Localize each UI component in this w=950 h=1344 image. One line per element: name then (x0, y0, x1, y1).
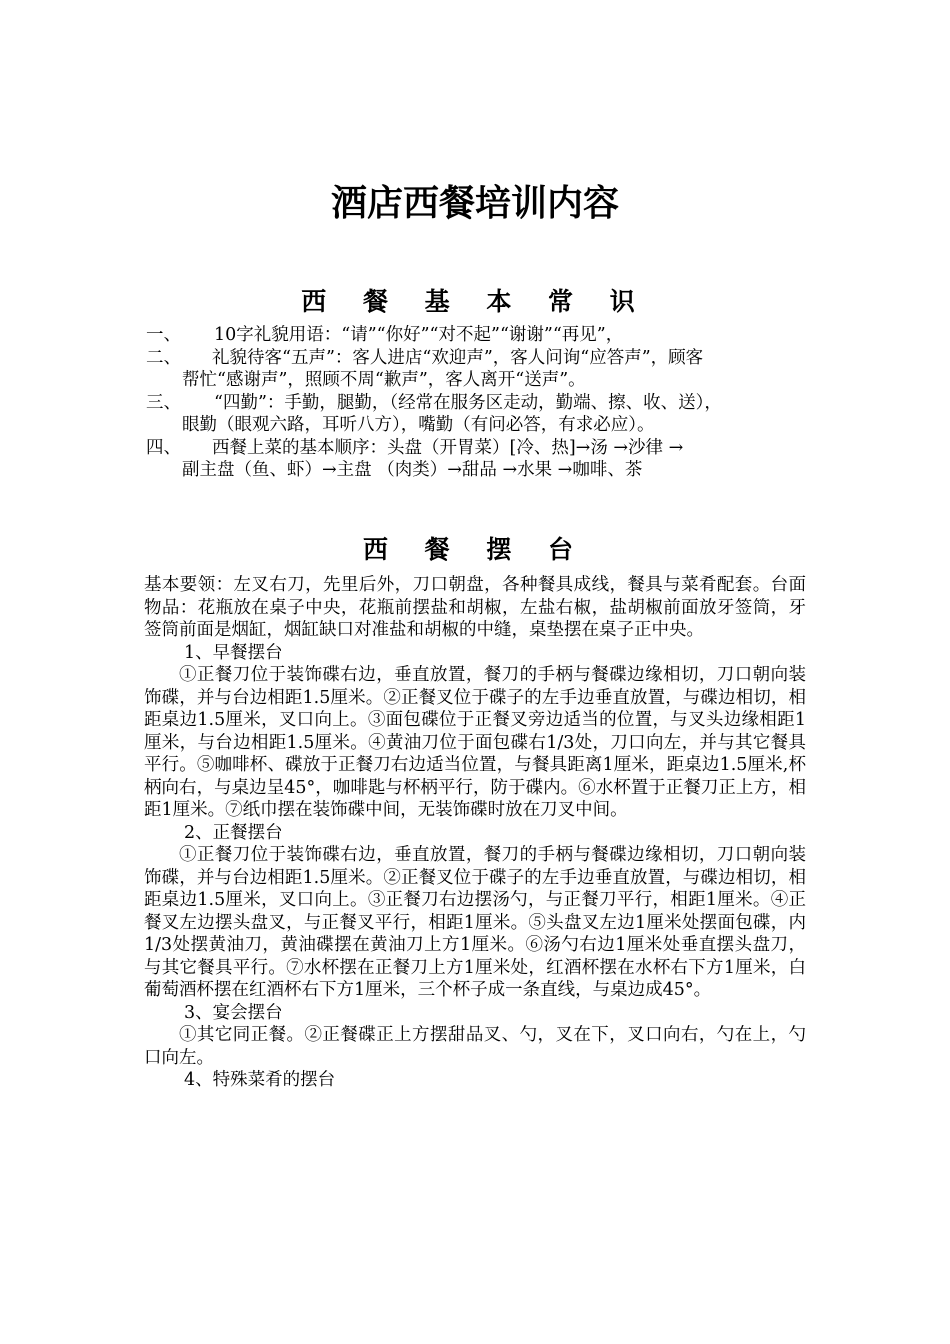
section-heading-table-setting: 西 餐 摆 台 (362, 535, 588, 564)
basic-essentials-paragraph: 基本要领：左叉右刀，先里后外，刀口朝盘，各种餐具成线，餐具与菜肴配套。台面物品：花瓶放在桌子中央，花瓶前摆盐和胡椒，左盐右椒，盐胡椒前面放牙签筒，牙签筒前面是烟缸，烟缸缺口对准盐和胡椒的中缝，桌垫摆在桌子正中央。 (144, 575, 806, 640)
subsection-title-special-dishes: 4、特殊菜肴的摆台 (184, 1070, 336, 1090)
list-line: 眼勤（眼观六路，耳听八方），嘴勤（有问必答，有求必应）。 (182, 415, 655, 435)
list-number: 一、 (146, 325, 181, 345)
list-item (146, 347, 826, 392)
subsection-title-dinner: 2、正餐摆台 (184, 822, 283, 843)
banquet-setting-paragraph: ①其它同正餐。②正餐碟正上方摆甜品叉、勺，叉在下，叉口向右，勺在上，勺口向左。 (144, 1025, 806, 1068)
list-line: 礼貌待客“五声”：客人进店“欢迎声”，客人问询“应答声”，顾客 (212, 347, 704, 368)
document-title: 酒店西餐培训内容 (330, 182, 619, 224)
list-line: 副主盘（鱼、虾）→主盘 （肉类）→甜品 →水果 →咖啡、茶 (182, 460, 643, 480)
list-line: “四勤”：手勤，腿勤，（经常在服务区走动，勤端、擦、收、送）， (214, 392, 722, 413)
list-line: 10字礼貌用语：“请”“你好”“对不起”“谢谢”“再见”， (214, 325, 624, 345)
list-item (146, 437, 826, 482)
section-heading-basics: 西 餐 基 本 常 识 (301, 287, 649, 316)
breakfast-setting-paragraph: ①正餐刀位于装饰碟右边，垂直放置，餐刀的手柄与餐碟边缘相切，刀口朝向装饰碟，并与台边相距1.5厘米。②正餐叉位于碟子的左手边垂直放置，与碟边相切，相距桌边1.5厘米，叉口向上。③面包碟位于正餐叉旁边适当的位置，与叉头边缘相距1厘米，与台边相距1.5厘米。④黄油刀位于面包碟右1/3处，刀口向左，并与其它餐具平行。⑤咖啡杯、碟放于正餐刀右边适当位置，与餐具距离1厘米，距桌边1.5厘米,杯柄向右，与桌边呈45°，咖啡匙与杯柄平行，防于碟内。⑥水杯置于正餐刀正上方，相距1厘米。⑦纸巾摆在装饰碟中间，无装饰碟时放在刀叉中间。 (144, 665, 806, 820)
list-item (146, 324, 826, 347)
list-number: 四、 (146, 437, 181, 458)
dinner-setting-paragraph: ①正餐刀位于装饰碟右边，垂直放置，餐刀的手柄与餐碟边缘相切，刀口朝向装饰碟，并与台边相距1.5厘米。②正餐叉位于碟子的左手边垂直放置，与碟边相切，相距桌边1.5厘米，叉口向上。③正餐刀右边摆汤勺，与正餐刀平行，相距1厘米。④正餐叉左边摆头盘叉，与正餐叉平行，相距1厘米。⑤头盘叉左边1厘米处摆面包碟，内1/3处摆黄油刀，黄油碟摆在黄油刀上方1厘米。⑥汤勺右边1厘米处垂直摆头盘刀，与其它餐具平行。⑦水杯摆在正餐刀上方1厘米处，红酒杯摆在水杯右下方1厘米，白葡萄酒杯摆在红酒杯右下方1厘米，三个杯子成一条直线，与桌边成45°。 (144, 845, 806, 1000)
list-number: 三、 (146, 392, 181, 413)
list-line: 西餐上菜的基本顺序：头盘（开胃菜）[冷、热]→汤 →沙律 → (212, 437, 684, 458)
subsection-title-banquet: 3、宴会摆台 (184, 1002, 283, 1023)
subsection-title-breakfast: 1、早餐摆台 (184, 642, 283, 663)
list-line: 帮忙“感谢声”，照顾不周“歉声”，客人离开“送声”。 (182, 370, 586, 390)
list-item (146, 392, 826, 437)
list-number: 二、 (146, 347, 181, 368)
table-setting-content (144, 574, 806, 1092)
basics-list (146, 324, 826, 482)
